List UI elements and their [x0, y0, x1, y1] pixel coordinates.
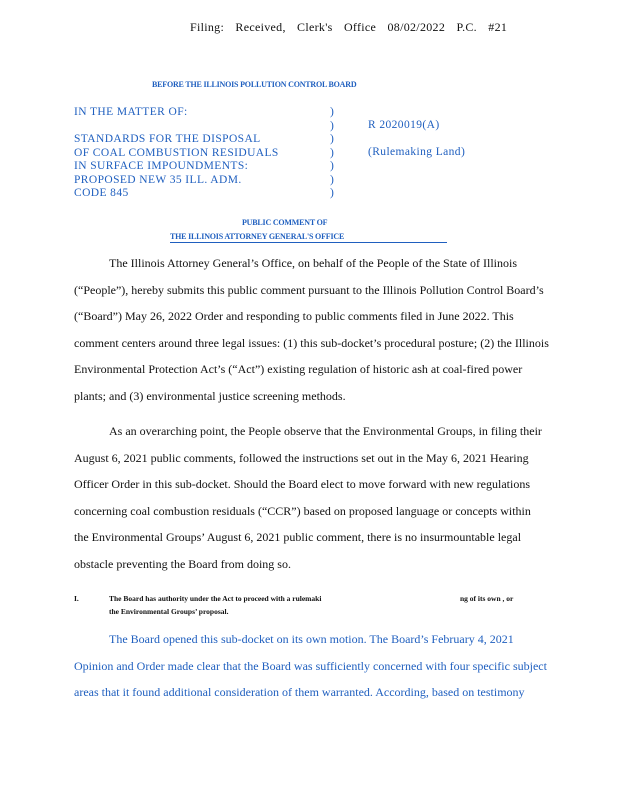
docket-number: R 2020019(A) [368, 119, 440, 131]
paren: ) [330, 187, 334, 199]
caption-line: STANDARDS FOR THE DISPOSAL [74, 133, 261, 145]
paren: ) [330, 106, 334, 118]
paren: ) [330, 173, 334, 186]
title-underline [170, 242, 447, 243]
text-line: (“People”), hereby submits this public comment pursuant to the Illinois Pollution Control Board’s [74, 282, 544, 297]
paren: ) [330, 160, 334, 172]
section-number: I. [74, 594, 79, 603]
text-line: The Board opened this sub-docket on its own motion. The Board’s February 4, 2021 [109, 632, 514, 646]
section-heading-line1: The Board has authority under the Act to proceed with a rulemaki [109, 594, 322, 603]
caption-line: OF COAL COMBUSTION RESIDUALS [74, 146, 279, 159]
case-caption [74, 106, 279, 201]
text-line: As an overarching point, the People observe that the Environmental Groups, in filing their [109, 424, 542, 438]
text-line: the Environmental Groups’ August 6, 2021 public comment, there is no insurmountable legal [74, 530, 522, 545]
text-line: Officer Order in this sub-docket. Should the Board elect to move forward with new regulations [74, 477, 530, 492]
paren: ) [330, 133, 334, 145]
text-line: Environmental Protection Act’s (“Act”) existing regulation of historic ash at coal-fired power [74, 362, 523, 377]
caption-line: IN THE MATTER OF: [74, 106, 188, 118]
caption-line: CODE 845 [74, 187, 129, 199]
paragraph-board-opened [74, 626, 547, 706]
comment-subtitle: THE ILLINOIS ATTORNEY GENERAL'S OFFICE [170, 232, 345, 241]
text-line: concerning coal combustion residuals (“CCR”) based on proposed language or concepts within [74, 503, 531, 518]
caption-line: IN SURFACE IMPOUNDMENTS: [74, 160, 249, 172]
paren: ) [330, 146, 334, 159]
text-line: (“Board”) May 26, 2022 Order and responding to public comments filed in June 2022. This [74, 309, 514, 324]
board-title: BEFORE THE ILLINOIS POLLUTION CONTROL BOARD [152, 80, 357, 89]
text-line: areas that it found additional consideration of them warranted. According, based on testimony [74, 685, 525, 700]
paragraph-overarching [74, 418, 542, 578]
caption-line [74, 120, 279, 134]
text-line: August 6, 2021 public comments, followed the instructions set out in the May 6, 2021 Hearing [74, 450, 529, 465]
text-line: obstacle preventing the Board from doing so. [74, 556, 291, 571]
paragraph-intro [74, 250, 549, 410]
section-heading-line1-tail: ng of its own , or [460, 594, 514, 603]
caption-parens [330, 106, 334, 201]
filing-header: Filing: Received, Clerk's Office 08/02/2022 P.C. #21 [190, 20, 508, 34]
docket-type: (Rulemaking Land) [368, 146, 466, 158]
section-heading-line2: the Environmental Groups’ proposal. [109, 607, 229, 616]
text-line: plants; and (3) environmental justice screening methods. [74, 388, 346, 403]
caption-line: PROPOSED NEW 35 ILL. ADM. [74, 173, 242, 186]
text-line: The Illinois Attorney General’s Office, on behalf of the People of the State of Illinois [109, 256, 518, 270]
paren: ) [330, 119, 334, 132]
text-line: comment centers around three legal issues: (1) this sub-docket’s procedural posture; (2) the Illinois [74, 335, 549, 350]
comment-title: PUBLIC COMMENT OF [242, 218, 328, 227]
text-line: Opinion and Order made clear that the Board was sufficiently concerned with four specific subject [74, 658, 547, 673]
